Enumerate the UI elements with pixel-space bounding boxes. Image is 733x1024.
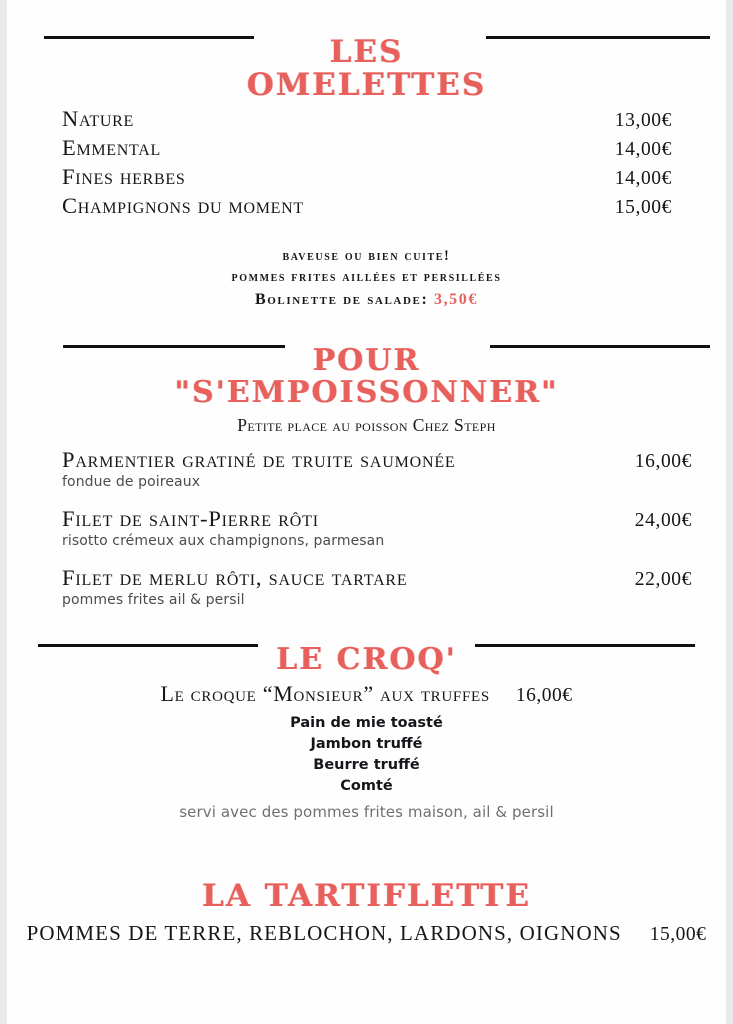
ingredient-item: Pain de mie toasté bbox=[290, 715, 443, 731]
section-subtitle-poisson: Petite place au poisson Chez Steph bbox=[237, 414, 496, 435]
header-rule-right bbox=[486, 36, 710, 39]
section-title-omelettes-line1: LES bbox=[329, 34, 404, 70]
menu-dish bbox=[62, 506, 692, 549]
header-rule-left bbox=[44, 36, 254, 39]
item-name: Parmentier gratiné de truite saumonée bbox=[62, 447, 456, 472]
ingredient-item: Comté bbox=[340, 778, 393, 795]
menu-row bbox=[62, 135, 672, 164]
ingredient-item: Beurre truffé bbox=[313, 757, 420, 774]
salad-label: Bolinette de salade: bbox=[255, 291, 429, 309]
section-header-poisson bbox=[7, 345, 726, 436]
menu-row bbox=[62, 106, 672, 135]
item-name: Nature bbox=[62, 106, 135, 131]
item-description: fondue de poireaux bbox=[62, 474, 201, 490]
section-title-poisson-line2: "S'EMPOISSONNER" bbox=[174, 374, 559, 410]
section-title-croq: LE CROQ' bbox=[276, 642, 457, 677]
item-description: risotto crémeux aux champignons, parmesan bbox=[62, 533, 385, 549]
omelette-item-list bbox=[62, 106, 672, 222]
item-price: 16,00€ bbox=[515, 685, 573, 706]
tartiflette-menu-row bbox=[7, 921, 726, 946]
menu-dish bbox=[62, 447, 692, 490]
item-price: 16,00€ bbox=[634, 451, 692, 472]
menu-row bbox=[62, 164, 672, 193]
poisson-item-list bbox=[62, 447, 692, 624]
section-title-poisson-line1: POUR bbox=[312, 343, 421, 378]
ingredient-item: Jambon truffé bbox=[310, 736, 423, 753]
section-header-tartiflette bbox=[7, 880, 726, 913]
header-rule-right bbox=[475, 644, 695, 647]
note-line-salad bbox=[7, 288, 726, 311]
menu-dish bbox=[62, 565, 692, 608]
omelette-note-block bbox=[7, 246, 726, 311]
item-name: Champignons du moment bbox=[62, 193, 304, 218]
section-title-tartiflette: LA TARTIFLETTE bbox=[202, 878, 531, 914]
item-name: Fines herbes bbox=[62, 164, 186, 189]
croq-ingredient-list bbox=[7, 713, 726, 797]
menu-sheet bbox=[7, 0, 726, 1024]
item-description: pommes frites ail & persil bbox=[62, 592, 245, 608]
menu-row bbox=[62, 193, 672, 222]
item-name: Emmental bbox=[62, 135, 161, 160]
item-price: 22,00€ bbox=[634, 569, 692, 590]
item-price: 15,00€ bbox=[614, 197, 672, 218]
item-price: 14,00€ bbox=[614, 168, 672, 189]
item-price: 13,00€ bbox=[614, 110, 672, 131]
item-price: 15,00€ bbox=[649, 924, 707, 945]
header-rule-left bbox=[63, 345, 285, 348]
note-line-side: pommes frites aillées et persillées bbox=[231, 269, 502, 286]
item-name: Le croque “Monsieur” aux truffes bbox=[160, 681, 490, 706]
croq-served-with-note: servi avec des pommes frites maison, ail & persil bbox=[179, 803, 554, 821]
section-header-omelettes bbox=[7, 36, 726, 102]
item-name: Filet de merlu rôti, sauce tartare bbox=[62, 565, 408, 590]
header-rule-left bbox=[38, 644, 258, 647]
note-line-cooking: baveuse ou bien cuite! bbox=[282, 248, 451, 264]
item-name: Filet de saint-Pierre rôti bbox=[62, 506, 319, 531]
header-rule-right bbox=[490, 345, 710, 348]
section-title-omelettes-line2: OMELETTES bbox=[246, 66, 487, 103]
item-price: 14,00€ bbox=[614, 139, 672, 160]
salad-price: 3,50€ bbox=[433, 291, 478, 309]
item-price: 24,00€ bbox=[634, 510, 692, 531]
item-name: POMMES DE TERRE, REBLOCHON, LARDONS, OIGNONS bbox=[26, 921, 622, 945]
section-header-croq bbox=[7, 644, 726, 676]
croq-menu-row bbox=[7, 681, 726, 707]
